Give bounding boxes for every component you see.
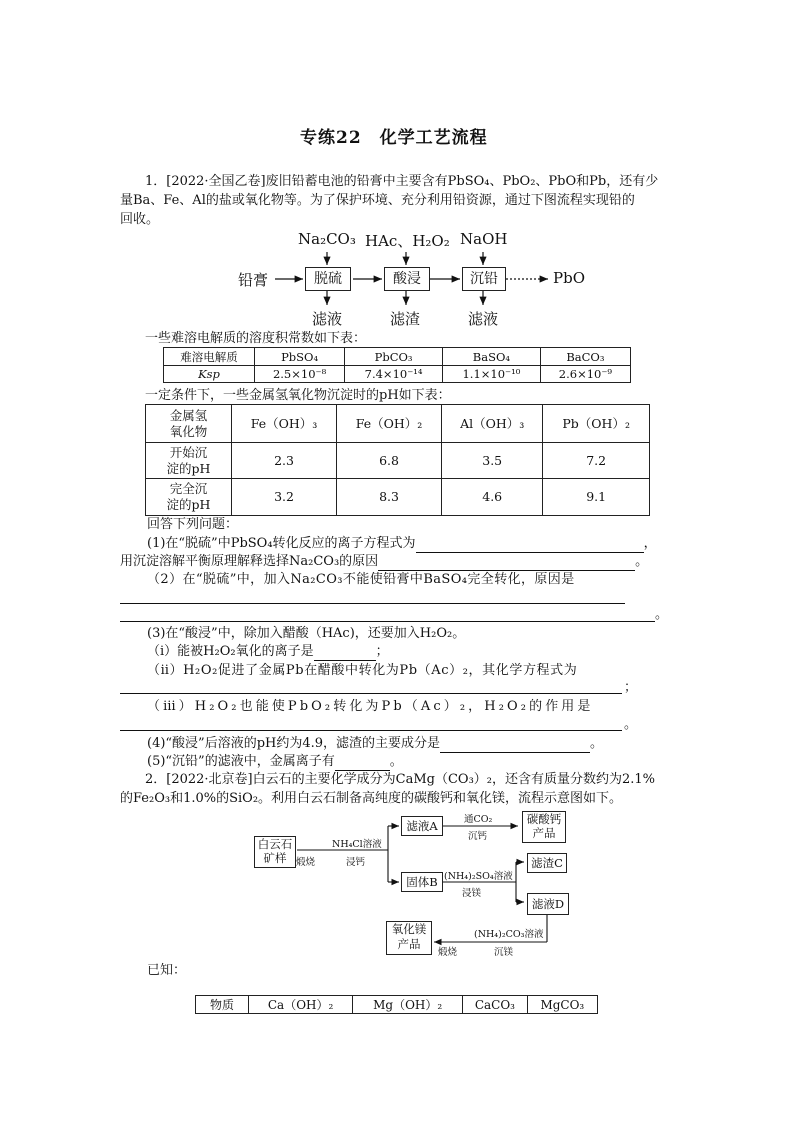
step-desulfurize: 脱硫 — [305, 267, 351, 291]
ph-row2-l2: 淀的pH — [166, 497, 211, 512]
answer-blank-3ii[interactable] — [120, 679, 622, 694]
question-2-end: 。 — [655, 607, 669, 622]
ksp-value: 2.6×10⁻⁹ — [540, 366, 630, 383]
question-1b-text: 用沉淀溶解平衡原理解释选择Na₂CO₃的原因 — [120, 554, 379, 569]
question-3i-text: （ⅰ）能被H₂O₂氧化的离子是 — [147, 644, 314, 659]
step-precipitate-lead: 沉铅 — [462, 267, 506, 291]
ph-value: 2.3 — [232, 443, 337, 479]
question-4-text: (4)“酸浸”后溶液的pH约为4.9，滤渣的主要成分是 — [147, 736, 441, 751]
question-1a-text: (1)在“脱硫”中PbSO₄转化反应的离子方程式为 — [147, 536, 416, 551]
reagent-naoh: NaOH — [460, 230, 508, 248]
ph-value: 3.2 — [232, 479, 337, 516]
ksp-header-cell: PbSO₄ — [255, 348, 345, 366]
ksp-header-cell: BaSO₄ — [442, 348, 540, 366]
question-5-end: 。 — [389, 754, 403, 769]
answer-blank-3iii[interactable] — [120, 716, 622, 731]
ph-value: 9.1 — [543, 479, 650, 516]
ph-header-l2: 氧化物 — [169, 423, 208, 439]
reagent-hac-h2o2: HAc、H₂O₂ — [365, 232, 450, 250]
label-nh4-2so4: (NH₄)₂SO₄溶液 — [444, 871, 513, 882]
label-nh4cl: NH₄Cl溶液 — [332, 839, 382, 850]
label-precip-ca: 沉钙 — [468, 831, 488, 842]
q1-intro-line1: 1．[2022·全国乙卷]废旧铅蓄电池的铅膏中主要含有PbSO₄、PbO₂、PbO和Pb，还有少 — [145, 174, 659, 189]
step-acid-leach: 酸浸 — [384, 267, 430, 291]
ph-value: 8.3 — [337, 479, 442, 516]
q1-intro-line2: 量Ba、Fe、Al的盐或氧化物等。为了保护环境、充分利用铅资源，通过下图流程实现铅的 — [120, 193, 635, 208]
question-1b-end: 。 — [635, 554, 649, 569]
question-3iii-end: 。 — [624, 717, 638, 732]
question-5-text: (5)“沉铅”的滤液中，金属离子有 — [147, 754, 335, 769]
caco3-product-l1: 碳酸钙 — [526, 812, 562, 826]
label-precip-mg: 沉镁 — [494, 947, 514, 958]
box-caco3-product — [522, 811, 566, 843]
label-nh4-2co3: (NH₄)₂CO₃溶液 — [474, 929, 544, 940]
box-filtrate-d: 滤液D — [527, 893, 569, 915]
label-co2: 通CO₂ — [464, 814, 493, 825]
ph-row1-l1: 开始沉 — [169, 444, 208, 460]
answer-blank-1b[interactable] — [378, 556, 635, 571]
box-filtrate-a: 滤液A — [401, 816, 443, 836]
ksp-row-label: Ksp — [164, 366, 255, 383]
ph-value: 3.5 — [442, 443, 543, 479]
answer-blank-2a[interactable] — [120, 589, 625, 604]
q2-intro-line2: 的Fe₂O₃和1.0%的SiO₂。利用白云石制备高纯度的碳酸钙和氧化镁，流程示意图如下。 — [120, 791, 623, 806]
box-mgo-product — [386, 921, 432, 955]
q2-data-table — [195, 995, 598, 1014]
ph-row2-l1: 完全沉 — [169, 481, 208, 496]
waste-residue: 滤渣 — [390, 310, 421, 328]
ph-row-label — [146, 443, 232, 479]
question-3iii: （ⅲ）H₂O₂也能使PbO₂转化为Pb（Ac）₂，H₂O₂的作用是 — [147, 699, 594, 714]
ph-table — [145, 404, 650, 516]
q2-table-header: Mg（OH）₂ — [353, 996, 463, 1014]
ksp-caption: 一些难溶电解质的溶度积常数如下表： — [145, 331, 367, 346]
answer-blank-1a[interactable] — [416, 538, 644, 553]
waste-filtrate-2: 滤液 — [468, 310, 499, 328]
ph-caption: 一定条件下，一些金属氢氧化物沉淀时的pH如下表： — [145, 388, 451, 403]
ph-header-l1: 金属氢 — [169, 407, 208, 423]
ph-value: 6.8 — [337, 443, 442, 479]
q2-table-header: CaCO₃ — [463, 996, 528, 1014]
label-calcine-2: 煅烧 — [438, 947, 458, 958]
caco3-product-l2: 产品 — [532, 826, 556, 840]
ph-value: 7.2 — [543, 443, 650, 479]
ksp-value: 1.1×10⁻¹⁰ — [442, 366, 540, 383]
ph-col-header: Al（OH）₃ — [442, 405, 543, 443]
question-1a-end: ， — [643, 536, 657, 551]
ph-col-header: Pb（OH）₂ — [543, 405, 650, 443]
ph-row1-l2: 淀的pH — [166, 460, 211, 476]
question-1a — [147, 535, 657, 553]
question-3ii-end: ； — [624, 680, 638, 695]
question-4-end: 。 — [590, 736, 604, 751]
ksp-header-cell: PbCO₃ — [345, 348, 443, 366]
q2-table-header: Ca（OH）₂ — [249, 996, 353, 1014]
question-3ii: （ⅱ）H₂O₂促进了金属Pb在醋酸中转化为Pb（Ac）₂，其化学方程式为 — [147, 663, 578, 678]
waste-filtrate-1: 滤液 — [312, 310, 343, 328]
start-material: 铅膏 — [238, 271, 269, 289]
question-3i-end: ； — [375, 644, 389, 659]
label-calcine-1: 煅烧 — [296, 857, 316, 868]
ksp-value: 2.5×10⁻⁸ — [255, 366, 345, 383]
answer-blank-3i[interactable] — [314, 646, 376, 661]
question-4 — [147, 735, 603, 753]
answer-blank-5[interactable] — [335, 756, 390, 771]
q2-table-header: 物质 — [196, 996, 249, 1014]
page-title: 专练22 化学工艺流程 — [300, 128, 488, 148]
ph-row-label — [146, 479, 232, 516]
question-3i — [147, 643, 389, 661]
q2-intro-line1: 2．[2022·北京卷]白云石的主要化学成分为CaMg（CO₃）₂，还含有质量分数约为2.1% — [145, 772, 656, 787]
label-leach-ca: 浸钙 — [346, 857, 366, 868]
box-solid-b: 固体B — [401, 872, 443, 892]
mgo-product-l1: 氧化镁 — [391, 922, 427, 936]
answer-blank-4[interactable] — [440, 738, 590, 753]
ksp-header-cell: 难溶电解质 — [164, 348, 255, 366]
answer-blank-2b[interactable] — [120, 607, 655, 622]
ksp-value: 7.4×10⁻¹⁴ — [345, 366, 443, 383]
q1-intro-line3: 回收。 — [120, 212, 160, 227]
known-label: 已知： — [147, 963, 187, 978]
label-leach-mg: 浸镁 — [462, 888, 482, 899]
dolomite-l1: 白云石 — [257, 837, 293, 851]
question-1b — [120, 553, 648, 571]
box-dolomite-sample — [254, 836, 296, 868]
reagent-na2co3: Na₂CO₃ — [298, 230, 356, 248]
answer-intro: 回答下列问题： — [147, 517, 239, 532]
ph-header-cell — [146, 405, 232, 443]
ph-value: 4.6 — [442, 479, 543, 516]
box-residue-c: 滤渣C — [527, 853, 567, 873]
question-2: （2）在“脱硫”中，加入Na₂CO₃不能使铅膏中BaSO₄完全转化，原因是 — [147, 572, 575, 587]
ksp-table — [163, 347, 631, 383]
question-5 — [147, 753, 403, 771]
q2-table-header: MgCO₃ — [527, 996, 597, 1014]
ph-col-header: Fe（OH）₂ — [337, 405, 442, 443]
ph-col-header: Fe（OH）₃ — [232, 405, 337, 443]
ksp-header-cell: BaCO₃ — [540, 348, 630, 366]
end-product: PbO — [553, 269, 585, 287]
question-3: (3)在“酸浸”中，除加入醋酸（HAc)，还要加入H₂O₂。 — [147, 626, 466, 641]
mgo-product-l2: 产品 — [397, 937, 421, 951]
dolomite-l2: 矿样 — [263, 851, 287, 865]
